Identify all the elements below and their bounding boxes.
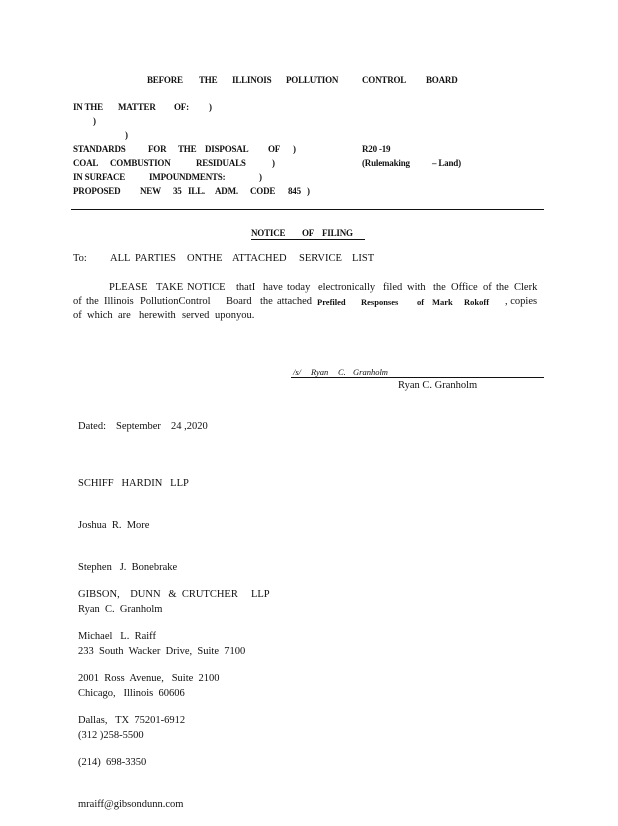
firm-name: SCHIFF HARDIN LLP: [78, 478, 189, 489]
to-word: PARTIES: [135, 253, 176, 264]
firm-line: Ryan C. Granholm: [78, 604, 163, 615]
dated-label: Dated:: [78, 421, 106, 432]
to-word: LIST: [352, 253, 375, 264]
firm-line: Chicago, Illinois 60606: [78, 688, 185, 699]
to-word: SERVICE: [299, 253, 342, 264]
line2-bold: Mark: [432, 297, 453, 307]
rulemaking: (Rulemaking: [362, 158, 410, 168]
line2-bold: Responses: [361, 297, 399, 307]
line2-word: of: [73, 296, 82, 307]
of-2: OF: [268, 144, 281, 154]
line1-word: with: [407, 282, 426, 293]
heading-underline: [251, 239, 365, 240]
num-845: 845: [288, 186, 301, 196]
paren-6: ): [259, 172, 262, 182]
caption-rule: [71, 209, 544, 210]
line2-word: the: [260, 296, 273, 307]
line1-word: the: [433, 282, 446, 293]
in-the: IN THE: [73, 102, 103, 112]
sig-slash: /s/: [293, 367, 302, 377]
coal: COAL: [73, 158, 99, 168]
sig-first: Ryan: [311, 367, 329, 377]
adm: ADM.: [215, 186, 238, 196]
paren-1: ): [209, 102, 212, 112]
firm-line: (312 )258-5500: [78, 730, 144, 741]
line1-word: NOTICE: [187, 282, 226, 293]
firm-line: 233 South Wacker Drive, Suite 7100: [78, 646, 246, 657]
new: NEW: [140, 186, 161, 196]
firm-line: (214) 698-3350: [78, 757, 147, 768]
the: THE: [178, 144, 197, 154]
sig-last: Granholm: [353, 367, 388, 377]
line3-word: uponyou.: [215, 310, 255, 321]
docket-number: R20 -19: [362, 144, 391, 154]
dated-day: 24 ,2020: [171, 421, 208, 432]
combustion: COMBUSTION: [110, 158, 171, 168]
impoundments: IMPOUNDMENTS:: [149, 172, 226, 182]
paren-7: ): [307, 186, 310, 196]
paren-3: ): [125, 130, 128, 140]
residuals: RESIDUALS: [196, 158, 246, 168]
line1-word: the: [496, 282, 509, 293]
signature-line: [291, 377, 544, 378]
dated-month: September: [116, 421, 161, 432]
firm-line: Dallas, TX 75201-6912: [78, 715, 186, 726]
line2-word: Board: [226, 296, 252, 307]
to-word: ALL: [110, 253, 131, 264]
line3-word: served: [182, 310, 210, 321]
title-word-board: BOARD: [426, 75, 458, 85]
line2-bold: Prefiled: [317, 297, 346, 307]
firm-line: Stephen J. Bonebrake: [78, 562, 178, 573]
title-word-before: BEFORE: [147, 75, 183, 85]
num-35: 35: [173, 186, 182, 196]
to-label: To:: [73, 253, 87, 264]
line2-word: PollutionControl: [140, 296, 211, 307]
line3-word: herewith: [139, 310, 176, 321]
line1-word: have: [263, 282, 283, 293]
paren-2: ): [93, 116, 96, 126]
heading-of: OF: [302, 228, 315, 238]
line1-word: Clerk: [514, 282, 538, 293]
standards: STANDARDS: [73, 144, 126, 154]
line3-word: of: [73, 310, 82, 321]
title-word-the: THE: [199, 75, 218, 85]
paren-5: ): [272, 158, 275, 168]
line1-word: electronically: [318, 282, 376, 293]
line2-word: the: [86, 296, 99, 307]
line2-word: Illinois: [104, 296, 134, 307]
signer-name: Ryan C. Granholm: [398, 380, 478, 391]
code: CODE: [250, 186, 276, 196]
disposal: DISPOSAL: [205, 144, 249, 154]
heading-filing: FILING: [322, 228, 353, 238]
line1-word: today: [287, 282, 311, 293]
title-word-control: CONTROL: [362, 75, 407, 85]
line1-word: thatI: [236, 282, 256, 293]
firm-email: mraiff@gibsondunn.com: [78, 799, 184, 810]
title-word-pollution: POLLUTION: [286, 75, 339, 85]
line1-word: Office: [451, 282, 478, 293]
firm-name: GIBSON, DUNN & CRUTCHER LLP: [78, 589, 270, 600]
firm-line: Michael L. Raiff: [78, 631, 156, 642]
firm-line: 2001 Ross Avenue, Suite 2100: [78, 673, 220, 684]
line1-word: of: [483, 282, 492, 293]
for: FOR: [148, 144, 167, 154]
firm-gibson-dunn: [78, 560, 270, 826]
ill: ILL.: [188, 186, 205, 196]
line3-word: are: [118, 310, 131, 321]
line1-word: filed: [383, 282, 403, 293]
line1-word: PLEASE: [109, 282, 148, 293]
line3-word: which: [87, 310, 113, 321]
heading-notice: NOTICE: [251, 228, 286, 238]
line1-word: TAKE: [156, 282, 184, 293]
paren-4: ): [293, 144, 296, 154]
title-word-illinois: ILLINOIS: [232, 75, 272, 85]
in-surface: IN SURFACE: [73, 172, 126, 182]
of: OF:: [174, 102, 189, 112]
to-word: ONTHE: [187, 253, 223, 264]
sig-middle: C.: [338, 367, 346, 377]
line2-bold: of: [417, 297, 425, 307]
line2-word: attached: [277, 296, 312, 307]
proposed: PROPOSED: [73, 186, 121, 196]
land: – Land): [432, 158, 461, 168]
firm-line: Joshua R. More: [78, 520, 150, 531]
line2-bold: Rokoff: [464, 297, 490, 307]
line2-end: , copies: [505, 296, 538, 307]
to-word: ATTACHED: [232, 253, 287, 264]
matter: MATTER: [118, 102, 156, 112]
